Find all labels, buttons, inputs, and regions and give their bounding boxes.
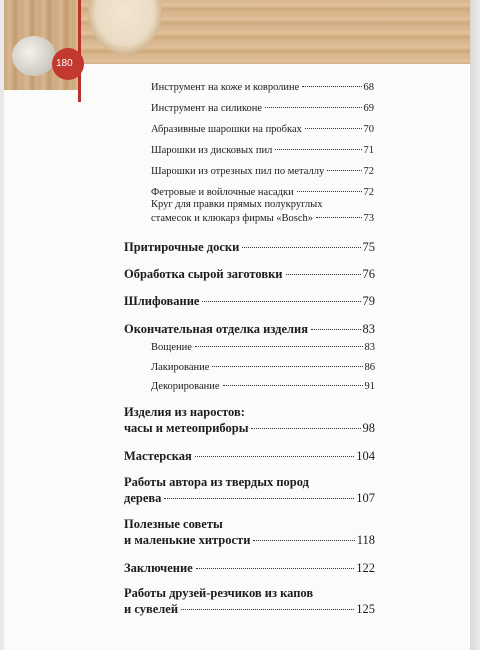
toc-entry	[124, 449, 375, 464]
toc-entry	[151, 82, 374, 93]
toc-entry-title: Мастерская	[124, 449, 192, 463]
toc-entry-page: 73	[363, 213, 374, 224]
toc-entry-page: 118	[356, 533, 375, 547]
toc-entry-page: 83	[362, 322, 375, 336]
toc-entry	[151, 381, 375, 392]
toc-entry-page: 76	[362, 267, 375, 281]
toc-entry-page: 91	[364, 381, 375, 392]
toc-entry	[151, 213, 374, 224]
toc-entry-title: Шарошки из отрезных пил по металлу	[151, 166, 325, 177]
toc-entry-title: Шлифование	[124, 294, 200, 308]
toc-entry-title-line2: часы и метеоприборы	[124, 421, 249, 435]
toc-entry-title: Фетровые и войлочные насадки	[151, 187, 294, 198]
toc-entry-title: Притирочные доски	[124, 240, 240, 254]
dot-leader	[305, 128, 362, 129]
toc-entry-title: Инструмент на силиконе	[151, 103, 263, 114]
toc-entry-page: 72	[363, 166, 374, 177]
toc-entry	[151, 124, 374, 135]
toc-entry	[124, 322, 375, 337]
toc-entry-page: 98	[362, 421, 375, 435]
toc-entry-title: Лакирование	[151, 362, 210, 373]
dot-leader	[297, 191, 362, 192]
toc-entry	[124, 421, 375, 436]
toc-entry	[124, 491, 375, 506]
dot-leader	[316, 217, 361, 218]
toc-entry-title-line2: и сувелей	[124, 602, 179, 616]
toc-entry-page: 107	[356, 491, 375, 505]
toc-entry-page: 83	[364, 342, 375, 353]
toc-entry-title: Окончательная отделка изделия	[124, 322, 309, 336]
toc-entry	[124, 294, 375, 309]
toc-entry-page: 104	[356, 449, 375, 463]
toc-entry-page: 86	[364, 362, 375, 373]
dot-leader	[202, 301, 360, 302]
dot-leader	[275, 149, 361, 150]
dot-leader	[223, 385, 363, 386]
dot-leader	[181, 609, 354, 610]
toc-entry	[151, 362, 375, 373]
toc-entry-page: 71	[363, 145, 374, 156]
page-number-badge: 180	[52, 48, 84, 80]
toc-entry-page: 69	[363, 103, 374, 114]
toc-entry	[151, 166, 374, 177]
dot-leader	[265, 107, 361, 108]
dot-leader	[195, 456, 354, 457]
toc-entry-title-line1: Работы автора из твердых пород	[124, 475, 309, 489]
toc-entry-title-line1: Работы друзей-резчиков из капов	[124, 586, 314, 600]
dot-leader	[196, 568, 355, 569]
toc-entry	[124, 561, 375, 576]
toc-entry-title-line2: стамесок и клюкарз фирмы «Bosch»	[151, 213, 314, 224]
toc-entry-page: 122	[356, 561, 375, 575]
toc-entry	[151, 103, 374, 114]
dot-leader	[253, 540, 354, 541]
toc-entry-title: Абразивные шарошки на пробках	[151, 124, 302, 135]
dot-leader	[164, 498, 354, 499]
dot-leader	[251, 428, 360, 429]
dot-leader	[311, 329, 360, 330]
dot-leader	[195, 346, 363, 347]
toc-entry-page: 75	[362, 240, 375, 254]
toc-entry-title: Шарошки из дисковых пил	[151, 145, 273, 156]
toc-entry	[151, 187, 374, 198]
dot-leader	[286, 274, 361, 275]
toc-entry-title: Обработка сырой заготовки	[124, 267, 283, 281]
toc-entry	[151, 342, 375, 353]
toc-entry-page: 70	[363, 124, 374, 135]
toc-entry	[124, 267, 375, 282]
page-edge-shadow	[470, 0, 480, 650]
toc-entry-title: Инструмент на коже и ковролине	[151, 82, 300, 93]
toc-entry-page: 72	[363, 187, 374, 198]
toc-entry-title: Вощение	[151, 342, 192, 353]
toc-entry-title-line1: Круг для правки прямых полукруглых	[151, 199, 323, 210]
dot-leader	[327, 170, 361, 171]
toc-entry-page: 68	[363, 82, 374, 93]
toc-entry-title-line2: дерева	[124, 491, 162, 505]
toc-entry-page: 125	[356, 602, 375, 616]
toc-entry	[124, 533, 375, 548]
table-of-contents	[4, 0, 470, 650]
dot-leader	[302, 86, 361, 87]
book-page	[4, 0, 470, 650]
toc-entry	[151, 145, 374, 156]
dot-leader	[212, 366, 362, 367]
toc-entry	[124, 240, 375, 255]
toc-entry-title: Заключение	[124, 561, 193, 575]
toc-entry-title-line1: Изделия из наростов:	[124, 405, 245, 419]
toc-entry-title-line2: и маленькие хитрости	[124, 533, 251, 547]
toc-entry-title-line1: Полезные советы	[124, 517, 223, 531]
toc-entry	[124, 602, 375, 617]
dot-leader	[242, 247, 360, 248]
toc-entry-page: 79	[362, 294, 375, 308]
toc-entry-title: Декорирование	[151, 381, 220, 392]
